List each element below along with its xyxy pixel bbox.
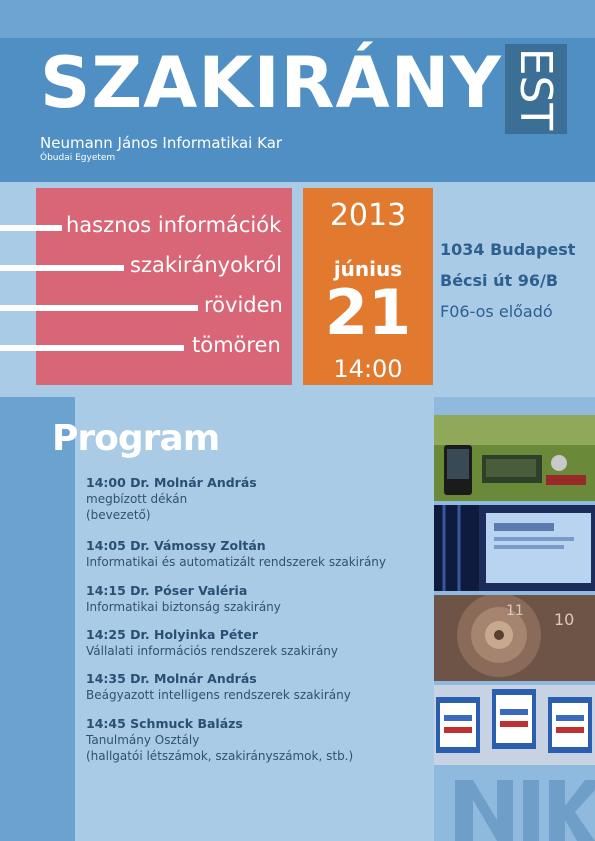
date-box	[303, 188, 433, 385]
info-line-4: tömören	[192, 333, 281, 357]
lower-left-band	[0, 397, 75, 841]
faculty-name: Neumann János Informatikai Kar	[40, 134, 283, 152]
nik-logo-icon	[455, 770, 595, 841]
event-year: 2013	[329, 198, 407, 233]
program-item-desc: Vállalati információs rendszerek szakirány	[86, 644, 339, 658]
address-line-3: F06-os előadó	[440, 302, 553, 321]
header-top-strip	[0, 0, 595, 38]
program-item	[86, 670, 351, 703]
program-item-desc: Beágyazott intelligens rendszerek szakirány	[86, 688, 351, 702]
program-title: Program	[52, 418, 220, 459]
program-item-head: 14:45 Schmuck Balázs	[86, 716, 243, 731]
info-bar	[0, 345, 184, 351]
university-name: Óbudai Egyetem	[40, 153, 116, 163]
event-month: június	[333, 257, 403, 281]
event-time: 14:00	[333, 355, 403, 383]
program-item-head: 14:05 Dr. Vámossy Zoltán	[86, 538, 266, 553]
photo-tablets	[434, 685, 595, 765]
program-item-desc: Informatikai és automatizált rendszerek szakirány	[86, 555, 387, 569]
program-item-head: 14:15 Dr. Póser Valéria	[86, 583, 248, 598]
poster-title: SZAKIRÁNY	[40, 42, 502, 124]
est-badge-text: EST	[510, 47, 562, 131]
svg-text:10: 10	[554, 610, 575, 629]
photo-computer	[434, 505, 595, 591]
program-item	[86, 715, 353, 764]
info-line-1: hasznos információk	[66, 213, 282, 237]
program-item-desc: (hallgatói létszámok, szakirányszámok, stb.)	[86, 749, 354, 763]
address-line-1: 1034 Budapest	[440, 240, 576, 259]
photo-spiral-staircase	[434, 595, 595, 681]
svg-text:11: 11	[506, 603, 524, 619]
event-day: 21	[324, 276, 412, 349]
program-item-head: 14:00 Dr. Molnár András	[86, 475, 257, 490]
program-item-head: 14:35 Dr. Molnár András	[86, 671, 257, 686]
program-item	[86, 474, 257, 523]
info-line-3: röviden	[204, 293, 283, 317]
program-item	[86, 626, 338, 659]
program-item	[86, 537, 386, 570]
program-item	[86, 582, 281, 615]
info-bar	[0, 305, 198, 311]
info-bar	[0, 225, 62, 231]
info-bar	[0, 265, 124, 271]
program-item-desc: Informatikai biztonság szakirány	[86, 600, 281, 614]
est-badge	[505, 44, 567, 134]
program-item-head: 14:25 Dr. Holyinka Péter	[86, 627, 259, 642]
program-item-desc: Tanulmány Osztály	[86, 733, 200, 747]
address-line-2: Bécsi út 96/B	[440, 271, 559, 290]
info-line-2: szakirányokról	[130, 253, 282, 277]
program-item-desc: megbízott dékán	[86, 492, 188, 506]
photo-electronics	[434, 415, 595, 501]
program-item-desc: (bevezető)	[86, 508, 151, 522]
